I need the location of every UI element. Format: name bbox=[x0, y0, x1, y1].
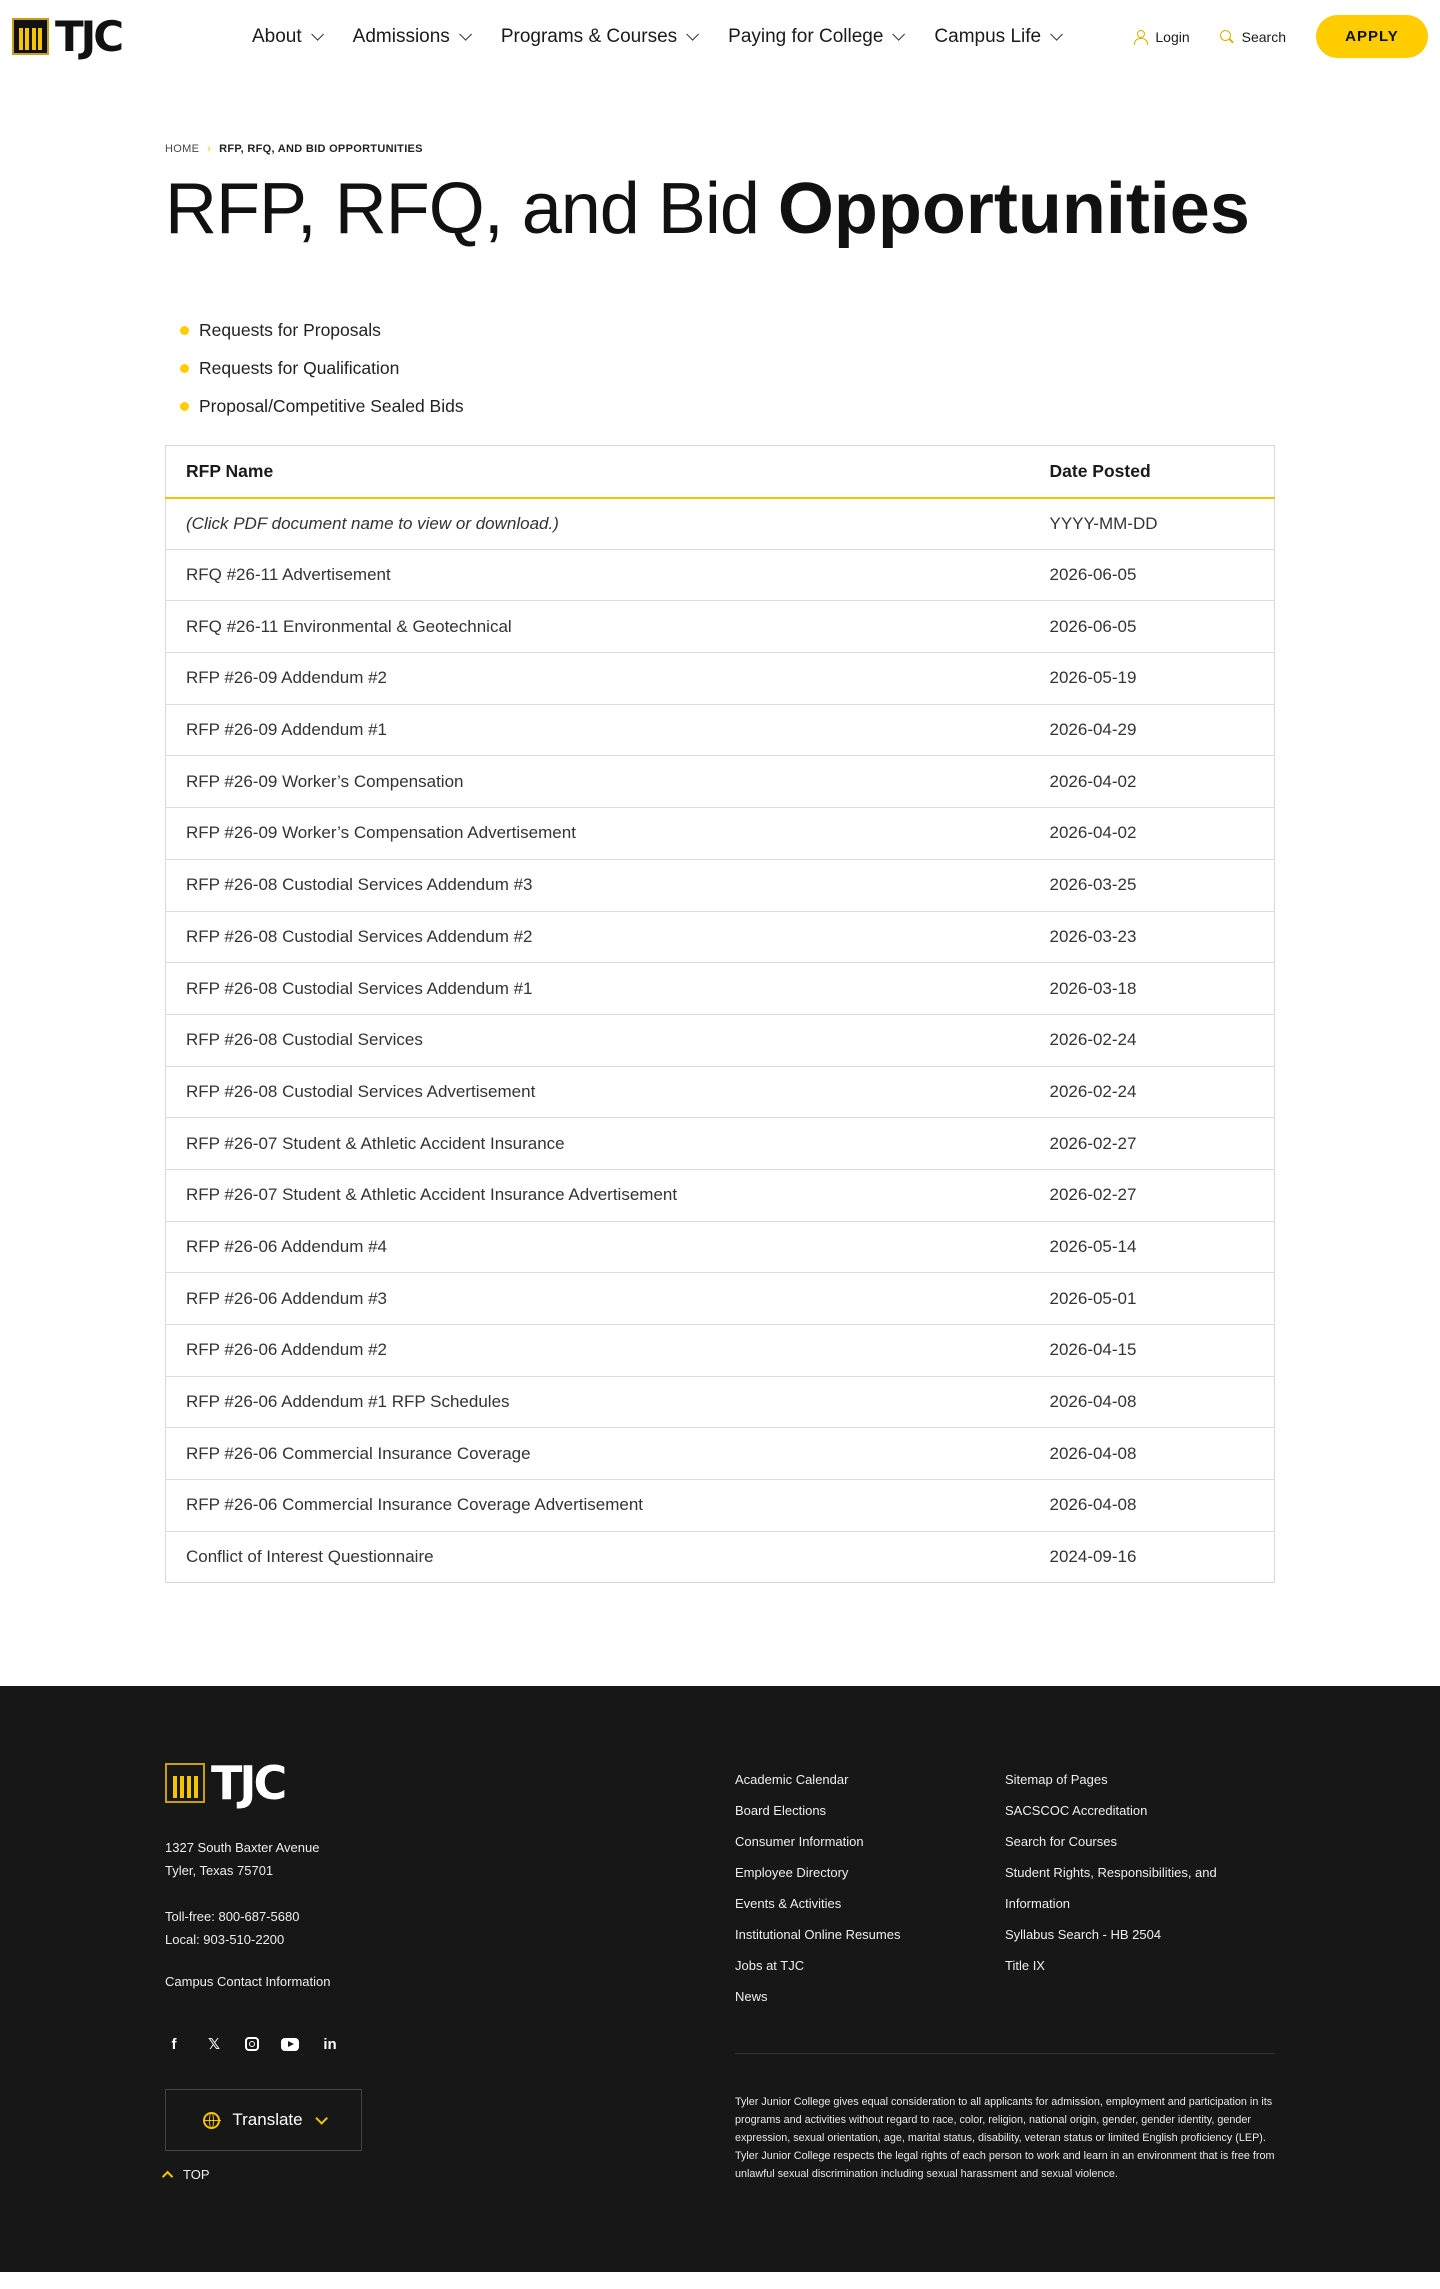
table-row bbox=[166, 1376, 1275, 1428]
rfp-document-link[interactable]: RFP #26-06 Commercial Insurance Coverage Advertisement bbox=[166, 1480, 1030, 1532]
rfp-table bbox=[165, 445, 1275, 1583]
table-row bbox=[166, 911, 1275, 963]
table-row bbox=[166, 1066, 1275, 1118]
nav-about[interactable] bbox=[252, 26, 320, 48]
table-row bbox=[166, 653, 1275, 705]
date-posted: 2026-04-08 bbox=[1030, 1428, 1275, 1480]
youtube-icon[interactable] bbox=[281, 2038, 299, 2051]
instagram-icon[interactable] bbox=[245, 2037, 259, 2051]
rfp-document-link[interactable]: Conflict of Interest Questionnaire bbox=[166, 1531, 1030, 1583]
footer-link[interactable]: Consumer Information bbox=[735, 1834, 864, 1850]
table-row bbox=[166, 1221, 1275, 1273]
rfp-document-link[interactable]: RFP #26-08 Custodial Services Addendum #1 bbox=[166, 963, 1030, 1015]
breadcrumb-current: RFP, RFQ, AND BID OPPORTUNITIES bbox=[219, 143, 423, 155]
rfp-document-link[interactable]: RFP #26-09 Addendum #1 bbox=[166, 704, 1030, 756]
date-posted: 2026-02-24 bbox=[1030, 1066, 1275, 1118]
rfp-document-link[interactable]: RFP #26-08 Custodial Services Addendum #3 bbox=[166, 859, 1030, 911]
date-posted: 2026-04-15 bbox=[1030, 1325, 1275, 1377]
list-item-label: Requests for Qualification bbox=[199, 357, 400, 378]
footer-link[interactable]: Academic Calendar bbox=[735, 1772, 849, 1788]
site-header bbox=[0, 0, 1440, 73]
rfp-document-link[interactable]: RFQ #26-11 Environmental & Geotechnical bbox=[166, 601, 1030, 653]
rfp-document-link[interactable]: RFP #26-07 Student & Athletic Accident Insurance Advertisement bbox=[166, 1169, 1030, 1221]
header-utilities bbox=[1133, 15, 1428, 58]
rfp-document-link[interactable]: RFP #26-07 Student & Athletic Accident Insurance bbox=[166, 1118, 1030, 1170]
chevron-down-icon bbox=[686, 28, 699, 41]
page-title bbox=[165, 169, 1440, 249]
translate-label: Translate bbox=[232, 2110, 303, 2130]
date-posted: 2026-03-25 bbox=[1030, 859, 1275, 911]
rfp-document-link[interactable]: RFP #26-06 Addendum #2 bbox=[166, 1325, 1030, 1377]
chevron-down-icon bbox=[315, 2112, 328, 2125]
list-item bbox=[165, 311, 1440, 349]
table-row bbox=[166, 859, 1275, 911]
list-item-label: Proposal/Competitive Sealed Bids bbox=[199, 395, 464, 416]
table-row bbox=[166, 1325, 1275, 1377]
translate-button[interactable] bbox=[165, 2089, 362, 2151]
table-row bbox=[166, 808, 1275, 860]
nav-admissions[interactable] bbox=[353, 26, 468, 48]
social-links bbox=[165, 2035, 405, 2053]
date-posted: 2026-02-27 bbox=[1030, 1169, 1275, 1221]
back-to-top-link[interactable] bbox=[165, 2167, 405, 2182]
footer-link[interactable]: News bbox=[735, 1989, 768, 2005]
columns-logo-icon bbox=[165, 1763, 205, 1803]
main-nav bbox=[252, 26, 1092, 48]
nav-label: Campus Life bbox=[934, 25, 1042, 47]
nav-programs-courses[interactable] bbox=[501, 26, 695, 48]
table-note: (Click PDF document name to view or download.) bbox=[166, 498, 1030, 550]
table-header-row bbox=[166, 446, 1275, 498]
logo-text: TJC bbox=[55, 11, 122, 61]
tollfree-phone[interactable]: Toll-free: 800-687-5680 bbox=[165, 1909, 300, 1925]
chevron-up-icon bbox=[162, 2171, 173, 2182]
column-header-date-posted: Date Posted bbox=[1030, 446, 1275, 498]
date-posted: 2026-04-08 bbox=[1030, 1480, 1275, 1532]
rfp-document-link[interactable]: RFP #26-09 Worker’s Compensation Advertisement bbox=[166, 808, 1030, 860]
opportunity-types-list bbox=[165, 311, 1440, 425]
footer-link[interactable]: Title IX bbox=[1005, 1958, 1045, 1974]
search-link[interactable] bbox=[1220, 29, 1286, 45]
nav-label: About bbox=[252, 25, 302, 47]
footer-link[interactable]: Search for Courses bbox=[1005, 1834, 1117, 1850]
search-icon bbox=[1220, 30, 1234, 44]
tjc-logo[interactable] bbox=[12, 11, 252, 61]
date-posted: 2026-02-24 bbox=[1030, 1014, 1275, 1066]
table-row bbox=[166, 1428, 1275, 1480]
x-twitter-icon[interactable]: 𝕏 bbox=[207, 2036, 221, 2054]
date-posted: 2026-06-05 bbox=[1030, 549, 1275, 601]
table-row bbox=[166, 963, 1275, 1015]
columns-logo-icon bbox=[12, 18, 49, 55]
campus-contact-link[interactable]: Campus Contact Information bbox=[165, 1974, 331, 1990]
search-label: Search bbox=[1241, 28, 1286, 45]
date-posted: 2026-06-05 bbox=[1030, 601, 1275, 653]
date-posted: 2026-04-29 bbox=[1030, 704, 1275, 756]
date-posted: 2026-04-08 bbox=[1030, 1376, 1275, 1428]
nav-label: Programs & Courses bbox=[500, 25, 678, 47]
breadcrumb-separator-icon: › bbox=[207, 143, 212, 155]
table-row bbox=[166, 549, 1275, 601]
facebook-icon[interactable]: f bbox=[171, 2035, 177, 2053]
local-phone[interactable]: Local: 903-510-2200 bbox=[165, 1932, 285, 1948]
page-title-light: RFP, RFQ, and Bid bbox=[165, 169, 778, 249]
list-item-label: Requests for Proposals bbox=[199, 319, 381, 340]
rfp-document-link[interactable]: RFP #26-06 Addendum #3 bbox=[166, 1273, 1030, 1325]
nav-label: Admissions bbox=[352, 25, 450, 47]
nav-label: Paying for College bbox=[728, 25, 884, 47]
list-item bbox=[165, 387, 1440, 425]
date-posted: 2026-03-23 bbox=[1030, 911, 1275, 963]
date-posted: 2026-04-02 bbox=[1030, 756, 1275, 808]
login-label: Login bbox=[1155, 28, 1190, 45]
rfp-document-link[interactable]: RFP #26-06 Addendum #4 bbox=[166, 1221, 1030, 1273]
date-posted: 2026-05-01 bbox=[1030, 1273, 1275, 1325]
rfp-document-link[interactable]: RFP #26-08 Custodial Services Addendum #2 bbox=[166, 911, 1030, 963]
login-link[interactable] bbox=[1133, 29, 1189, 45]
phone-numbers bbox=[165, 1905, 405, 1951]
table-row bbox=[166, 704, 1275, 756]
chevron-down-icon bbox=[893, 28, 906, 41]
footer-link[interactable]: Jobs at TJC bbox=[735, 1958, 805, 1974]
table-row bbox=[166, 1014, 1275, 1066]
logo-text: TJC bbox=[211, 1756, 285, 1811]
rfp-document-link[interactable]: RFP #26-06 Commercial Insurance Coverage bbox=[166, 1428, 1030, 1480]
rfp-document-link[interactable]: RFP #26-09 Addendum #2 bbox=[166, 653, 1030, 705]
page-title-bold: Opportunities bbox=[777, 169, 1250, 249]
date-posted: 2026-05-19 bbox=[1030, 653, 1275, 705]
column-header-rfp-name: RFP Name bbox=[166, 446, 1030, 498]
footer-link[interactable]: Syllabus Search - HB 2504 bbox=[1005, 1927, 1162, 1943]
user-icon bbox=[1133, 30, 1147, 44]
date-posted: 2024-09-16 bbox=[1030, 1531, 1275, 1583]
chevron-down-icon bbox=[311, 28, 324, 41]
nav-campus-life[interactable] bbox=[934, 26, 1059, 48]
main-content bbox=[0, 73, 1440, 1583]
table-row bbox=[166, 756, 1275, 808]
footer-link[interactable]: SACSCOC Accreditation bbox=[1005, 1803, 1148, 1819]
breadcrumb-home[interactable]: HOME bbox=[165, 143, 200, 155]
footer-links-column-2 bbox=[1005, 1764, 1275, 2012]
chevron-down-icon bbox=[1050, 28, 1063, 41]
footer-link[interactable]: Employee Directory bbox=[735, 1865, 849, 1881]
linkedin-icon[interactable]: in bbox=[323, 2035, 337, 2053]
address-line: Tyler, Texas 75701 bbox=[165, 1863, 274, 1879]
footer-link[interactable]: Institutional Online Resumes bbox=[735, 1927, 901, 1943]
table-row bbox=[166, 1118, 1275, 1170]
footer-link[interactable]: Sitemap of Pages bbox=[1005, 1772, 1108, 1788]
apply-button[interactable]: APPLY bbox=[1316, 15, 1428, 58]
footer-contact-block bbox=[165, 1756, 405, 2183]
footer-divider bbox=[735, 2053, 1275, 2054]
rfp-document-link[interactable]: RFP #26-06 Addendum #1 RFP Schedules bbox=[166, 1376, 1030, 1428]
date-posted: 2026-02-27 bbox=[1030, 1118, 1275, 1170]
top-label: TOP bbox=[183, 2167, 210, 2183]
rfp-document-link[interactable]: RFQ #26-11 Advertisement bbox=[166, 549, 1030, 601]
rfp-document-link[interactable]: RFP #26-08 Custodial Services Advertisement bbox=[166, 1066, 1030, 1118]
rfp-document-link[interactable]: RFP #26-08 Custodial Services bbox=[166, 1014, 1030, 1066]
chevron-down-icon bbox=[459, 28, 472, 41]
table-row bbox=[166, 1273, 1275, 1325]
date-posted: 2026-05-14 bbox=[1030, 1221, 1275, 1273]
footer-logo[interactable] bbox=[165, 1756, 405, 1811]
footer-link[interactable]: Board Elections bbox=[735, 1803, 827, 1819]
table-row bbox=[166, 601, 1275, 653]
footer-links-column-1 bbox=[735, 1764, 1005, 2012]
footer-links bbox=[735, 1764, 1275, 2012]
address-line: 1327 South Baxter Avenue bbox=[165, 1840, 320, 1856]
address bbox=[165, 1836, 405, 1882]
rfp-document-link[interactable]: RFP #26-09 Worker’s Compensation bbox=[166, 756, 1030, 808]
footer-link[interactable]: Student Rights, Responsibilities, and Information bbox=[1005, 1865, 1217, 1912]
nondiscrimination-statement: Tyler Junior College gives equal consideration to all applicants for admission, employment and participation in its programs and activities without regard to race, color, religion, national origin, gender, gender identity, gender expression, sexual orientation, age, marital status, disability, veteran status or limited English proficiency (LEP). Tyler Junior College respects the legal rights of each person to work and learn in an environment that is free from unlawful sexual discrimination including sexual harassment and sexual violence. bbox=[735, 2096, 1275, 2181]
table-row bbox=[166, 1480, 1275, 1532]
site-footer bbox=[0, 1686, 1440, 2272]
table-note-row bbox=[166, 498, 1275, 550]
breadcrumb bbox=[165, 143, 1440, 155]
table-row bbox=[166, 1531, 1275, 1583]
date-posted: 2026-03-18 bbox=[1030, 963, 1275, 1015]
date-format-note: YYYY-MM-DD bbox=[1030, 498, 1275, 550]
list-item bbox=[165, 349, 1440, 387]
table-row bbox=[166, 1169, 1275, 1221]
globe-icon bbox=[203, 2112, 220, 2129]
nav-paying-for-college[interactable] bbox=[728, 26, 901, 48]
footer-link[interactable]: Events & Activities bbox=[735, 1896, 842, 1912]
date-posted: 2026-04-02 bbox=[1030, 808, 1275, 860]
